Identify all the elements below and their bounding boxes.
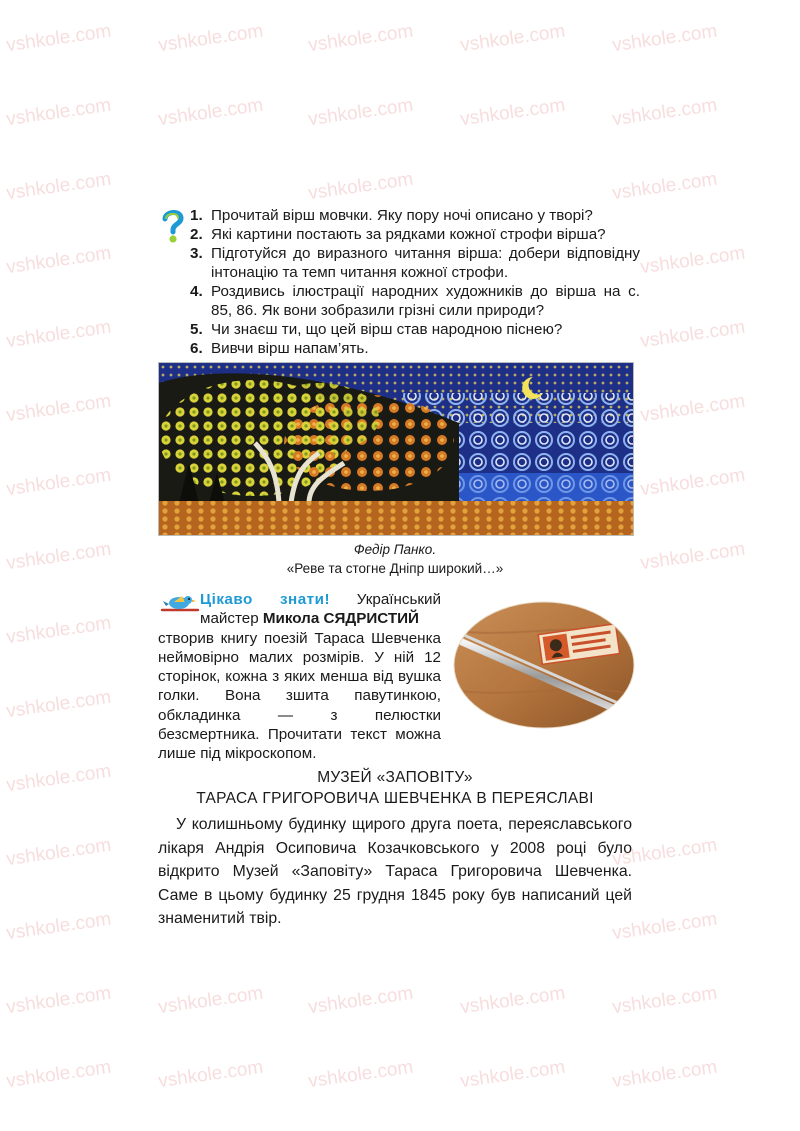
question-number: 4.: [190, 283, 203, 300]
watermark: vshkole.com: [638, 316, 747, 353]
question-number: 2.: [190, 226, 203, 243]
watermark: vshkole.com: [458, 982, 567, 1019]
watermark: vshkole.com: [458, 1056, 567, 1093]
watermark: vshkole.com: [4, 538, 113, 575]
question-item: [190, 320, 640, 339]
question-number: 5.: [190, 321, 203, 338]
watermark: vshkole.com: [306, 20, 415, 57]
watermark: vshkole.com: [4, 168, 113, 205]
watermark: vshkole.com: [610, 94, 719, 131]
watermark: vshkole.com: [4, 242, 113, 279]
master-name: Микола СЯДРИСТИЙ: [262, 610, 419, 628]
interesting-heading: Цікаво знати!: [200, 591, 331, 608]
question-item: [190, 339, 640, 358]
painting-caption: [158, 540, 632, 578]
watermark: vshkole.com: [4, 1056, 113, 1093]
question-text: Прочитай вірш мовчки. Яку пору ночі описано у творі?: [211, 207, 593, 224]
painting-author: Федір Панко.: [353, 542, 437, 557]
question-item: [190, 244, 640, 282]
watermark: vshkole.com: [4, 834, 113, 871]
question-mark-icon: [158, 207, 188, 245]
painting-illustration: [158, 362, 634, 536]
watermark: vshkole.com: [4, 390, 113, 427]
watermark: vshkole.com: [156, 94, 265, 131]
question-text: Підготуйся до виразного читання вірша: добери відповідну інтонацію та темп читання кожної строфи.: [211, 245, 640, 281]
watermark: vshkole.com: [610, 908, 719, 945]
question-text: Чи знаєш ти, що цей вірш став народною піснею?: [211, 321, 563, 338]
watermark: vshkole.com: [4, 20, 113, 57]
watermark: vshkole.com: [638, 464, 747, 501]
painting-title: «Реве та стогне Дніпр широкий…»: [286, 561, 504, 576]
watermark: vshkole.com: [610, 834, 719, 871]
interesting-facts-box: [158, 590, 441, 764]
watermark: vshkole.com: [156, 1056, 265, 1093]
watermark: vshkole.com: [4, 612, 113, 649]
museum-paragraph: У колишньому будинку щирого друга поета, переяславського лікаря Андрія Осиповича Козачковського у 2008 році було відкрито Музей «Заповіту» Тараса Григоровича Шевченка. Саме в цьому будинку 25 грудня 1845 року був написаний цей знаменитий твір.: [158, 816, 632, 927]
interesting-intro: Український майстер: [200, 591, 441, 628]
question-number: 6.: [190, 340, 203, 357]
watermark: vshkole.com: [156, 20, 265, 57]
question-number: 3.: [190, 245, 203, 262]
watermark: vshkole.com: [4, 982, 113, 1019]
museum-title-line2: ТАРАСА ГРИГОРОВИЧА ШЕВЧЕНКА В ПЕРЕЯСЛАВІ: [196, 790, 594, 807]
watermark: vshkole.com: [306, 168, 415, 205]
museum-title-line1: МУЗЕЙ «ЗАПОВІТУ»: [317, 769, 473, 786]
interesting-body: створив книгу поезій Тараса Шевченка неймовірно малих розмірів. У ній 12 сторінок, кожна з яких менша від вушка голки. Вона зшита павутинкою, обкладинка — з пелюстки безсмертника. Прочитати текст можна лише під мікроскопом.: [158, 629, 441, 763]
watermark: vshkole.com: [638, 538, 747, 575]
question-item: [190, 282, 640, 320]
watermark: vshkole.com: [4, 464, 113, 501]
interesting-heading-line: [158, 590, 441, 629]
watermark: vshkole.com: [610, 982, 719, 1019]
watermark: vshkole.com: [4, 94, 113, 131]
watermark: vshkole.com: [610, 20, 719, 57]
question-text: Роздивись ілюстрації народних художників до вірша на с. 85, 86. Як вони зобразили грізні сили природи?: [211, 283, 640, 319]
watermark: vshkole.com: [4, 686, 113, 723]
question-text: Вивчи вірш напам’ять.: [211, 340, 369, 357]
watermark: vshkole.com: [306, 94, 415, 131]
questions-list: [190, 206, 640, 358]
question-item: [190, 206, 640, 225]
question-item: [190, 225, 640, 244]
watermark: vshkole.com: [638, 242, 747, 279]
watermark: vshkole.com: [458, 20, 567, 57]
watermark: vshkole.com: [610, 168, 719, 205]
watermark: vshkole.com: [4, 908, 113, 945]
watermark: vshkole.com: [156, 982, 265, 1019]
watermark: vshkole.com: [458, 94, 567, 131]
question-text: Які картини постають за рядками кожної строфи вірша?: [211, 226, 606, 243]
watermark: vshkole.com: [4, 316, 113, 353]
watermark: vshkole.com: [4, 760, 113, 797]
watermark: vshkole.com: [306, 982, 415, 1019]
watermark: vshkole.com: [610, 1056, 719, 1093]
question-number: 1.: [190, 207, 203, 224]
watermark: vshkole.com: [638, 390, 747, 427]
micro-book-photo: [452, 600, 636, 730]
watermark: vshkole.com: [306, 1056, 415, 1093]
